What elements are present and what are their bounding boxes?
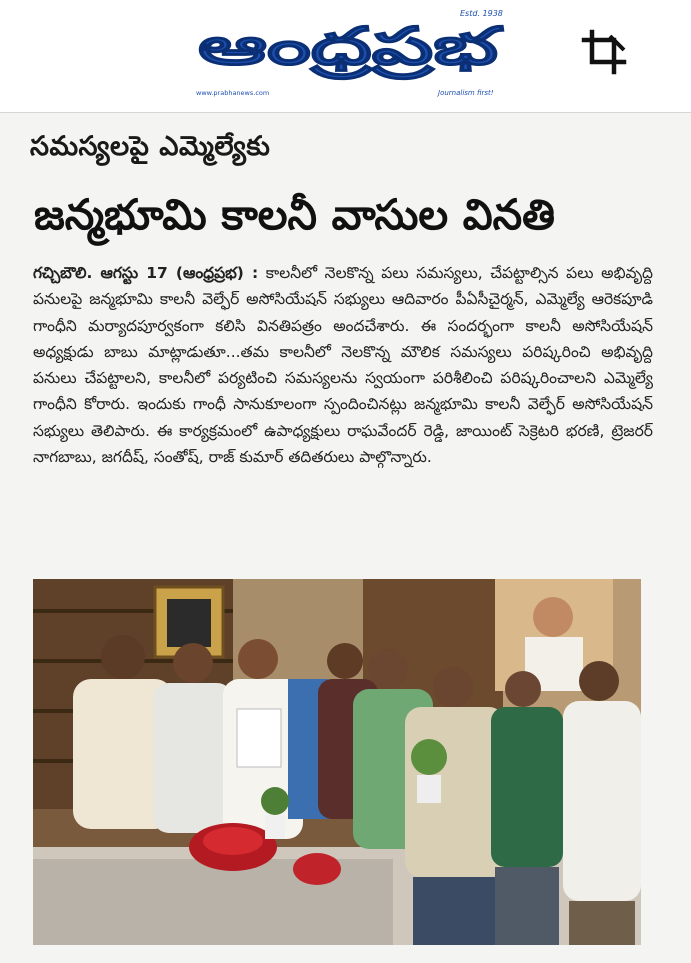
- logo-text: ఆంధ్రప్రభ: [198, 17, 379, 77]
- article-photo: [33, 579, 641, 945]
- newspaper-logo: [190, 4, 510, 100]
- masthead: [0, 0, 691, 113]
- article-kicker: సమస్యలపై ఎమ్మెల్యేకు: [30, 131, 271, 162]
- logo-estd: Estd. 1938: [460, 9, 503, 18]
- logo-graphic: [190, 4, 510, 100]
- article-headline: జన్మభూమి కాలనీ వాసుల వినతి: [34, 190, 555, 239]
- news-clipping: [0, 113, 691, 963]
- article-dateline: గచ్చిబౌలి. ఆగస్టు 17 (ఆంధ్రప్రభ) :: [33, 264, 259, 282]
- logo-website: www.prabhanews.com: [196, 89, 270, 97]
- group-photo-illustration: [33, 579, 641, 945]
- article-body: [33, 260, 653, 470]
- logo-tagline: Journalism first!: [438, 89, 494, 97]
- article-body-text: కాలనీలో నెలకొన్న పలు సమస్యలు, చేపట్టాల్సిన పలు అభివృద్ది పనులపై జన్మభూమి కాలనీ వెల్ఫేర్ అసోసియేషన్ సభ్యులు ఆదివారం పీఏసీచైర్మన్, ఎమ్మెల్యే ఆరెకపూడి గాంధీని మర్యాదపూర్వకంగా కలిసి వినతిపత్రం అందచేశారు. ఈ సందర్భంగా కాలనీ అసోసియేషన్ అధ్యక్షుడు బాబు మాట్లాడుతూ...తమ కాలనీలో నెలకొన్న మౌలిక సమస్యలు పరిష్కరించి అభివృద్ది పనులు చేపట్టాలని, కాలనీలో పర్యటించి సమస్యలను స్వయంగా పరిశీలించి పరిష్కరించాలని ఎమ్మెల్యే గాంధీని కోరారు. ఇందుకు గాంధీ సానుకూలంగా స్పందించినట్లు జన్మభూమి కాలనీ వెల్ఫేర్ అసోసియేషన్ సభ్యులు తెలిపారు. ఈ కార్యక్రమంలో ఉపాధ్యక్షులు రాఘవేందర్ రెడ్డి, జాయింట్ సెక్రెటరి భరణి, ట్రెజరర్ నాగబాబు, జగదీష్, సంతోష్, రాజ్ కుమార్ తదితరులు పాల్గొన్నారు.: [33, 264, 653, 467]
- crop-button[interactable]: [580, 26, 632, 78]
- crop-icon: [580, 26, 632, 78]
